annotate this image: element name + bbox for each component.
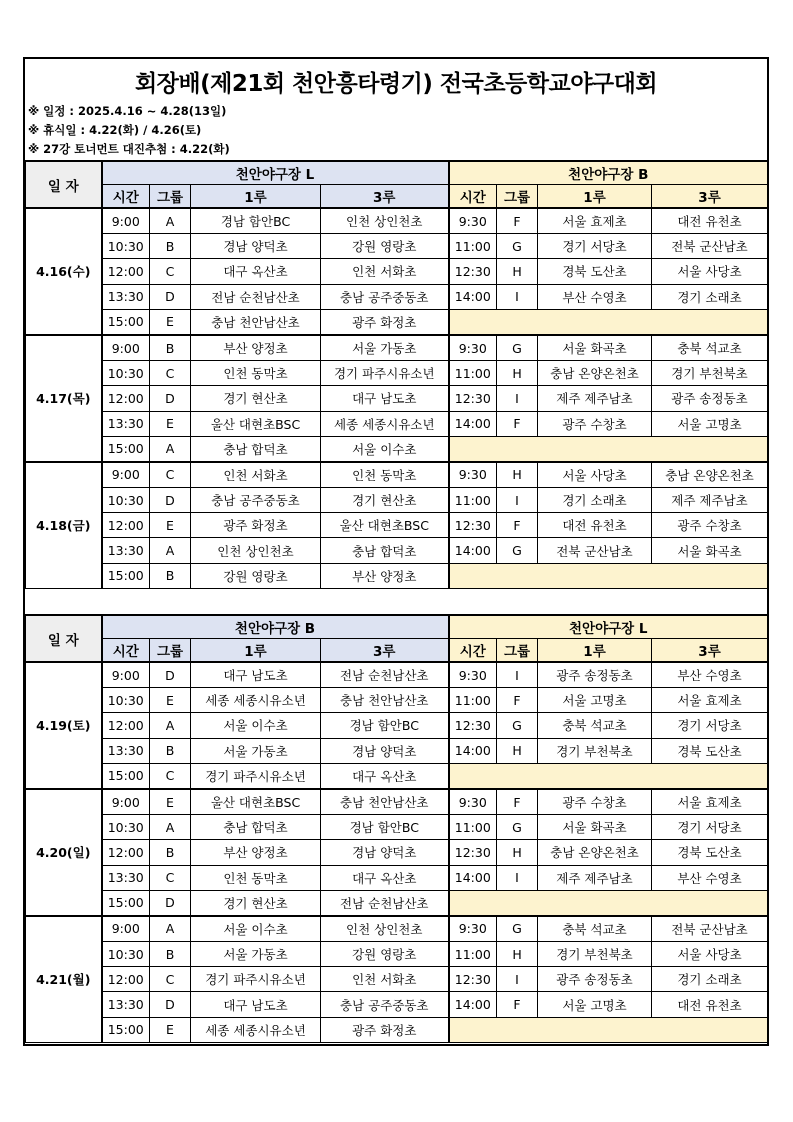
left-first-header: 1루 bbox=[191, 639, 321, 663]
left-time: 12:00 bbox=[102, 513, 150, 538]
left-group: E bbox=[150, 513, 191, 538]
right-first-base-team: 서울 화곡초 bbox=[538, 815, 652, 840]
left-first-base-team: 인천 서화초 bbox=[191, 462, 321, 488]
left-time: 15:00 bbox=[102, 1017, 150, 1042]
left-time: 15:00 bbox=[102, 890, 150, 916]
left-group: C bbox=[150, 967, 191, 992]
table-row bbox=[26, 1017, 768, 1042]
left-first-base-team: 경기 파주시유소년 bbox=[191, 967, 321, 992]
left-third-base-team: 인천 상인천초 bbox=[321, 208, 449, 234]
right-group: G bbox=[497, 916, 538, 942]
left-third-base-team: 강원 영랑초 bbox=[321, 234, 449, 259]
right-time: 12:30 bbox=[449, 386, 497, 411]
right-group: F bbox=[497, 789, 538, 815]
right-time: 14:00 bbox=[449, 538, 497, 563]
left-third-base-team: 광주 화정초 bbox=[321, 1017, 449, 1042]
table-row bbox=[26, 488, 768, 513]
right-group: F bbox=[497, 688, 538, 713]
right-group: F bbox=[497, 411, 538, 436]
left-time: 12:00 bbox=[102, 713, 150, 738]
left-group: A bbox=[150, 436, 191, 462]
right-third-base-team: 서울 사당초 bbox=[652, 942, 768, 967]
left-group: B bbox=[150, 840, 191, 865]
day-date: 4.21(월) bbox=[26, 916, 102, 1042]
left-time: 10:30 bbox=[102, 361, 150, 386]
right-group-header: 그룹 bbox=[497, 639, 538, 663]
left-first-base-team: 울산 대현초BSC bbox=[191, 789, 321, 815]
left-time: 13:30 bbox=[102, 865, 150, 890]
day-date: 4.18(금) bbox=[26, 462, 102, 588]
right-time: 11:00 bbox=[449, 688, 497, 713]
left-time: 10:30 bbox=[102, 234, 150, 259]
table-row bbox=[26, 284, 768, 309]
left-first-base-team: 서울 이수초 bbox=[191, 713, 321, 738]
left-group: A bbox=[150, 713, 191, 738]
left-third-base-team: 세종 세종시유소년 bbox=[321, 411, 449, 436]
right-group: G bbox=[497, 815, 538, 840]
right-group: I bbox=[497, 967, 538, 992]
table-row bbox=[26, 942, 768, 967]
right-first-base-team: 경기 소래초 bbox=[538, 488, 652, 513]
right-third-base-team: 광주 수창초 bbox=[652, 513, 768, 538]
table-row bbox=[26, 335, 768, 361]
right-third-base-team: 경북 도산초 bbox=[652, 738, 768, 763]
right-first-base-team: 충남 온양온천초 bbox=[538, 361, 652, 386]
right-group: H bbox=[497, 361, 538, 386]
schedule-table-1 bbox=[25, 160, 768, 589]
left-third-base-team: 경남 양덕초 bbox=[321, 738, 449, 763]
right-group: F bbox=[497, 513, 538, 538]
table-row bbox=[26, 840, 768, 865]
left-first-base-team: 경기 현산초 bbox=[191, 890, 321, 916]
right-third-header: 3루 bbox=[652, 639, 768, 663]
left-third-base-team: 충남 공주중동초 bbox=[321, 992, 449, 1017]
right-time: 12:30 bbox=[449, 713, 497, 738]
right-time-header: 시간 bbox=[449, 639, 497, 663]
right-third-base-team: 대전 유천초 bbox=[652, 992, 768, 1017]
right-third-base-team: 제주 제주남초 bbox=[652, 488, 768, 513]
right-first-header: 1루 bbox=[538, 185, 652, 209]
right-group: G bbox=[497, 713, 538, 738]
left-group: A bbox=[150, 916, 191, 942]
left-group: C bbox=[150, 259, 191, 284]
right-time: 12:30 bbox=[449, 840, 497, 865]
date-header: 일 자 bbox=[26, 615, 102, 662]
left-first-base-team: 강원 영랑초 bbox=[191, 563, 321, 588]
left-third-base-team: 대구 남도초 bbox=[321, 386, 449, 411]
table-row bbox=[26, 462, 768, 488]
table-row bbox=[26, 309, 768, 335]
left-time: 15:00 bbox=[102, 563, 150, 588]
left-venue-header: 천안야구장 L bbox=[102, 161, 449, 185]
right-group-header: 그룹 bbox=[497, 185, 538, 209]
right-third-base-team: 경기 서당초 bbox=[652, 713, 768, 738]
right-empty-slot bbox=[449, 309, 768, 335]
left-first-base-team: 울산 대현초BSC bbox=[191, 411, 321, 436]
left-third-base-team: 강원 영랑초 bbox=[321, 942, 449, 967]
right-group: H bbox=[497, 942, 538, 967]
note-rest-days: ※ 휴식일 : 4.22(화) / 4.26(토) bbox=[28, 123, 202, 137]
left-first-base-team: 대구 남도초 bbox=[191, 992, 321, 1017]
right-third-base-team: 광주 송정동초 bbox=[652, 386, 768, 411]
right-third-base-team: 대전 유천초 bbox=[652, 208, 768, 234]
table-row bbox=[26, 208, 768, 234]
right-time: 14:00 bbox=[449, 738, 497, 763]
right-group: F bbox=[497, 992, 538, 1017]
left-group: B bbox=[150, 335, 191, 361]
left-group: A bbox=[150, 208, 191, 234]
table-row bbox=[26, 992, 768, 1017]
left-third-base-team: 인천 동막초 bbox=[321, 462, 449, 488]
left-third-base-team: 인천 상인천초 bbox=[321, 916, 449, 942]
left-time: 9:00 bbox=[102, 462, 150, 488]
left-first-base-team: 서울 가동초 bbox=[191, 738, 321, 763]
left-group: B bbox=[150, 563, 191, 588]
right-empty-slot bbox=[449, 1017, 768, 1042]
page-title: 회장배(제21회 천안흥타령기) 전국초등학교야구대회 bbox=[134, 71, 658, 97]
left-group: E bbox=[150, 1017, 191, 1042]
right-first-base-team: 제주 제주남초 bbox=[538, 865, 652, 890]
left-first-base-team: 서울 가동초 bbox=[191, 942, 321, 967]
left-time: 9:00 bbox=[102, 208, 150, 234]
left-first-base-team: 대구 옥산초 bbox=[191, 259, 321, 284]
left-group: B bbox=[150, 738, 191, 763]
date-header: 일 자 bbox=[26, 161, 102, 208]
right-time: 11:00 bbox=[449, 815, 497, 840]
left-third-base-team: 부산 양정초 bbox=[321, 563, 449, 588]
right-third-base-team: 경북 도산초 bbox=[652, 840, 768, 865]
right-group: H bbox=[497, 259, 538, 284]
right-group: H bbox=[497, 840, 538, 865]
right-time: 14:00 bbox=[449, 411, 497, 436]
right-third-base-team: 부산 수영초 bbox=[652, 662, 768, 688]
table-row bbox=[26, 713, 768, 738]
right-group: F bbox=[497, 208, 538, 234]
table-row bbox=[26, 815, 768, 840]
left-time: 9:00 bbox=[102, 335, 150, 361]
left-time: 15:00 bbox=[102, 436, 150, 462]
left-third-base-team: 서울 이수초 bbox=[321, 436, 449, 462]
left-first-header: 1루 bbox=[191, 185, 321, 209]
right-third-base-team: 서울 고명초 bbox=[652, 411, 768, 436]
right-first-base-team: 경기 부천북초 bbox=[538, 942, 652, 967]
schedule-frame bbox=[23, 57, 769, 1046]
note-draw: ※ 27강 토너먼트 대진추첨 : 4.22(화) bbox=[28, 142, 230, 156]
left-first-base-team: 인천 동막초 bbox=[191, 865, 321, 890]
table-row bbox=[26, 916, 768, 942]
right-time-header: 시간 bbox=[449, 185, 497, 209]
left-time: 12:00 bbox=[102, 386, 150, 411]
left-group: A bbox=[150, 815, 191, 840]
day-date: 4.16(수) bbox=[26, 208, 102, 335]
right-group: H bbox=[497, 462, 538, 488]
day-date: 4.20(일) bbox=[26, 789, 102, 916]
left-time: 9:00 bbox=[102, 662, 150, 688]
right-third-base-team: 서울 효제초 bbox=[652, 688, 768, 713]
left-third-base-team: 울산 대현초BSC bbox=[321, 513, 449, 538]
right-first-base-team: 광주 수창초 bbox=[538, 411, 652, 436]
left-first-base-team: 전남 순천남산초 bbox=[191, 284, 321, 309]
left-time: 15:00 bbox=[102, 763, 150, 789]
left-first-base-team: 경기 파주시유소년 bbox=[191, 763, 321, 789]
note-schedule: ※ 일정 : 2025.4.16 ~ 4.28(13일) bbox=[28, 104, 227, 118]
left-third-base-team: 경기 파주시유소년 bbox=[321, 361, 449, 386]
left-time: 12:00 bbox=[102, 840, 150, 865]
right-third-base-team: 서울 효제초 bbox=[652, 789, 768, 815]
right-time: 11:00 bbox=[449, 942, 497, 967]
left-third-base-team: 인천 서화초 bbox=[321, 967, 449, 992]
right-third-header: 3루 bbox=[652, 185, 768, 209]
right-time: 12:30 bbox=[449, 967, 497, 992]
left-first-base-team: 경기 현산초 bbox=[191, 386, 321, 411]
left-time: 13:30 bbox=[102, 992, 150, 1017]
left-time: 10:30 bbox=[102, 815, 150, 840]
right-group: H bbox=[497, 738, 538, 763]
right-time: 11:00 bbox=[449, 234, 497, 259]
right-first-base-team: 경기 서당초 bbox=[538, 234, 652, 259]
left-first-base-team: 서울 이수초 bbox=[191, 916, 321, 942]
left-first-base-team: 부산 양정초 bbox=[191, 840, 321, 865]
table-row bbox=[26, 967, 768, 992]
right-first-base-team: 광주 수창초 bbox=[538, 789, 652, 815]
left-group: E bbox=[150, 309, 191, 335]
left-time: 13:30 bbox=[102, 538, 150, 563]
left-group: E bbox=[150, 411, 191, 436]
notes bbox=[28, 102, 230, 159]
left-third-base-team: 대구 옥산초 bbox=[321, 865, 449, 890]
right-time: 11:00 bbox=[449, 488, 497, 513]
left-first-base-team: 충남 합덕초 bbox=[191, 815, 321, 840]
left-time: 9:00 bbox=[102, 789, 150, 815]
left-third-base-team: 경기 현산초 bbox=[321, 488, 449, 513]
left-third-base-team: 광주 화정초 bbox=[321, 309, 449, 335]
right-third-base-team: 경기 소래초 bbox=[652, 967, 768, 992]
table-row bbox=[26, 738, 768, 763]
right-third-base-team: 경기 소래초 bbox=[652, 284, 768, 309]
right-first-base-team: 경기 부천북초 bbox=[538, 738, 652, 763]
left-group: D bbox=[150, 488, 191, 513]
left-time: 12:00 bbox=[102, 967, 150, 992]
right-first-base-team: 충북 석교초 bbox=[538, 713, 652, 738]
right-first-base-team: 제주 제주남초 bbox=[538, 386, 652, 411]
right-first-base-team: 서울 고명초 bbox=[538, 688, 652, 713]
table-row bbox=[26, 563, 768, 588]
right-group: I bbox=[497, 284, 538, 309]
left-time: 13:30 bbox=[102, 738, 150, 763]
left-group: D bbox=[150, 992, 191, 1017]
right-empty-slot bbox=[449, 890, 768, 916]
right-third-base-team: 서울 사당초 bbox=[652, 259, 768, 284]
left-time: 10:30 bbox=[102, 688, 150, 713]
right-group: I bbox=[497, 865, 538, 890]
right-time: 9:30 bbox=[449, 462, 497, 488]
left-group: C bbox=[150, 361, 191, 386]
right-time: 9:30 bbox=[449, 662, 497, 688]
left-group: B bbox=[150, 942, 191, 967]
right-first-base-team: 서울 고명초 bbox=[538, 992, 652, 1017]
left-group: D bbox=[150, 890, 191, 916]
right-third-base-team: 경기 서당초 bbox=[652, 815, 768, 840]
right-first-base-team: 광주 송정동초 bbox=[538, 967, 652, 992]
right-venue-header: 천안야구장 B bbox=[449, 161, 768, 185]
day-date: 4.19(토) bbox=[26, 662, 102, 789]
right-time: 12:30 bbox=[449, 259, 497, 284]
left-venue-header: 천안야구장 B bbox=[102, 615, 449, 639]
left-third-base-team: 인천 서화초 bbox=[321, 259, 449, 284]
table-row bbox=[26, 386, 768, 411]
left-third-base-team: 경남 양덕초 bbox=[321, 840, 449, 865]
table-row bbox=[26, 890, 768, 916]
table-row bbox=[26, 763, 768, 789]
left-third-header: 3루 bbox=[321, 185, 449, 209]
right-time: 12:30 bbox=[449, 513, 497, 538]
right-group: I bbox=[497, 662, 538, 688]
left-first-base-team: 대구 남도초 bbox=[191, 662, 321, 688]
right-time: 9:30 bbox=[449, 916, 497, 942]
right-group: G bbox=[497, 234, 538, 259]
table-row bbox=[26, 361, 768, 386]
right-first-base-team: 서울 사당초 bbox=[538, 462, 652, 488]
table-row bbox=[26, 688, 768, 713]
right-first-base-team: 부산 수영초 bbox=[538, 284, 652, 309]
right-time: 14:00 bbox=[449, 992, 497, 1017]
left-first-base-team: 부산 양정초 bbox=[191, 335, 321, 361]
table-row bbox=[26, 513, 768, 538]
right-first-base-team: 충남 온양온천초 bbox=[538, 840, 652, 865]
right-time: 14:00 bbox=[449, 865, 497, 890]
right-third-base-team: 부산 수영초 bbox=[652, 865, 768, 890]
right-group: I bbox=[497, 488, 538, 513]
left-first-base-team: 인천 상인천초 bbox=[191, 538, 321, 563]
left-group: C bbox=[150, 462, 191, 488]
right-first-base-team: 대전 유천초 bbox=[538, 513, 652, 538]
table-row bbox=[26, 789, 768, 815]
left-time: 10:30 bbox=[102, 942, 150, 967]
left-first-base-team: 경남 양덕초 bbox=[191, 234, 321, 259]
left-time: 12:00 bbox=[102, 259, 150, 284]
right-time: 9:30 bbox=[449, 789, 497, 815]
left-group: D bbox=[150, 662, 191, 688]
right-empty-slot bbox=[449, 563, 768, 588]
left-third-base-team: 대구 옥산초 bbox=[321, 763, 449, 789]
left-third-base-team: 서울 가동초 bbox=[321, 335, 449, 361]
left-time-header: 시간 bbox=[102, 185, 150, 209]
left-time: 13:30 bbox=[102, 411, 150, 436]
left-first-base-team: 세종 세종시유소년 bbox=[191, 688, 321, 713]
left-first-base-team: 충남 천안남산초 bbox=[191, 309, 321, 335]
table-row bbox=[26, 411, 768, 436]
left-group: D bbox=[150, 386, 191, 411]
left-group: A bbox=[150, 538, 191, 563]
right-first-base-team: 서울 효제초 bbox=[538, 208, 652, 234]
right-time: 14:00 bbox=[449, 284, 497, 309]
right-third-base-team: 전북 군산남초 bbox=[652, 916, 768, 942]
left-first-base-team: 충남 공주중동초 bbox=[191, 488, 321, 513]
right-third-base-team: 충남 온양온천초 bbox=[652, 462, 768, 488]
left-first-base-team: 세종 세종시유소년 bbox=[191, 1017, 321, 1042]
left-group: C bbox=[150, 865, 191, 890]
right-first-base-team: 전북 군산남초 bbox=[538, 538, 652, 563]
left-group: B bbox=[150, 234, 191, 259]
left-third-base-team: 충남 공주중동초 bbox=[321, 284, 449, 309]
left-first-base-team: 인천 동막초 bbox=[191, 361, 321, 386]
right-venue-header: 천안야구장 L bbox=[449, 615, 768, 639]
right-first-base-team: 서울 화곡초 bbox=[538, 335, 652, 361]
left-third-base-team: 충남 합덕초 bbox=[321, 538, 449, 563]
right-time: 9:30 bbox=[449, 335, 497, 361]
left-third-base-team: 전남 순천남산초 bbox=[321, 662, 449, 688]
right-third-base-team: 경기 부천북초 bbox=[652, 361, 768, 386]
left-group: E bbox=[150, 688, 191, 713]
left-group: C bbox=[150, 763, 191, 789]
left-group-header: 그룹 bbox=[150, 185, 191, 209]
left-first-base-team: 경남 함안BC bbox=[191, 208, 321, 234]
left-time: 15:00 bbox=[102, 309, 150, 335]
schedule-table-2 bbox=[25, 614, 768, 1043]
right-first-base-team: 광주 송정동초 bbox=[538, 662, 652, 688]
table-row bbox=[26, 436, 768, 462]
table-row bbox=[26, 662, 768, 688]
right-empty-slot bbox=[449, 763, 768, 789]
right-group: G bbox=[497, 335, 538, 361]
right-third-base-team: 서울 화곡초 bbox=[652, 538, 768, 563]
left-group: E bbox=[150, 789, 191, 815]
right-empty-slot bbox=[449, 436, 768, 462]
left-time: 9:00 bbox=[102, 916, 150, 942]
right-third-base-team: 충북 석교초 bbox=[652, 335, 768, 361]
table-row bbox=[26, 259, 768, 284]
right-first-base-team: 경북 도산초 bbox=[538, 259, 652, 284]
right-time: 9:30 bbox=[449, 208, 497, 234]
day-date: 4.17(목) bbox=[26, 335, 102, 462]
left-group-header: 그룹 bbox=[150, 639, 191, 663]
left-time: 10:30 bbox=[102, 488, 150, 513]
table-row bbox=[26, 234, 768, 259]
table-row bbox=[26, 865, 768, 890]
left-third-header: 3루 bbox=[321, 639, 449, 663]
left-third-base-team: 경남 함안BC bbox=[321, 713, 449, 738]
right-third-base-team: 전북 군산남초 bbox=[652, 234, 768, 259]
left-third-base-team: 전남 순천남산초 bbox=[321, 890, 449, 916]
left-third-base-team: 경남 함안BC bbox=[321, 815, 449, 840]
left-third-base-team: 충남 천안남산초 bbox=[321, 789, 449, 815]
left-group: D bbox=[150, 284, 191, 309]
right-first-base-team: 충북 석교초 bbox=[538, 916, 652, 942]
left-third-base-team: 충남 천안남산초 bbox=[321, 688, 449, 713]
left-first-base-team: 광주 화정초 bbox=[191, 513, 321, 538]
right-time: 11:00 bbox=[449, 361, 497, 386]
left-first-base-team: 충남 합덕초 bbox=[191, 436, 321, 462]
table-row bbox=[26, 538, 768, 563]
right-first-header: 1루 bbox=[538, 639, 652, 663]
left-time-header: 시간 bbox=[102, 639, 150, 663]
right-group: G bbox=[497, 538, 538, 563]
left-time: 13:30 bbox=[102, 284, 150, 309]
right-group: I bbox=[497, 386, 538, 411]
